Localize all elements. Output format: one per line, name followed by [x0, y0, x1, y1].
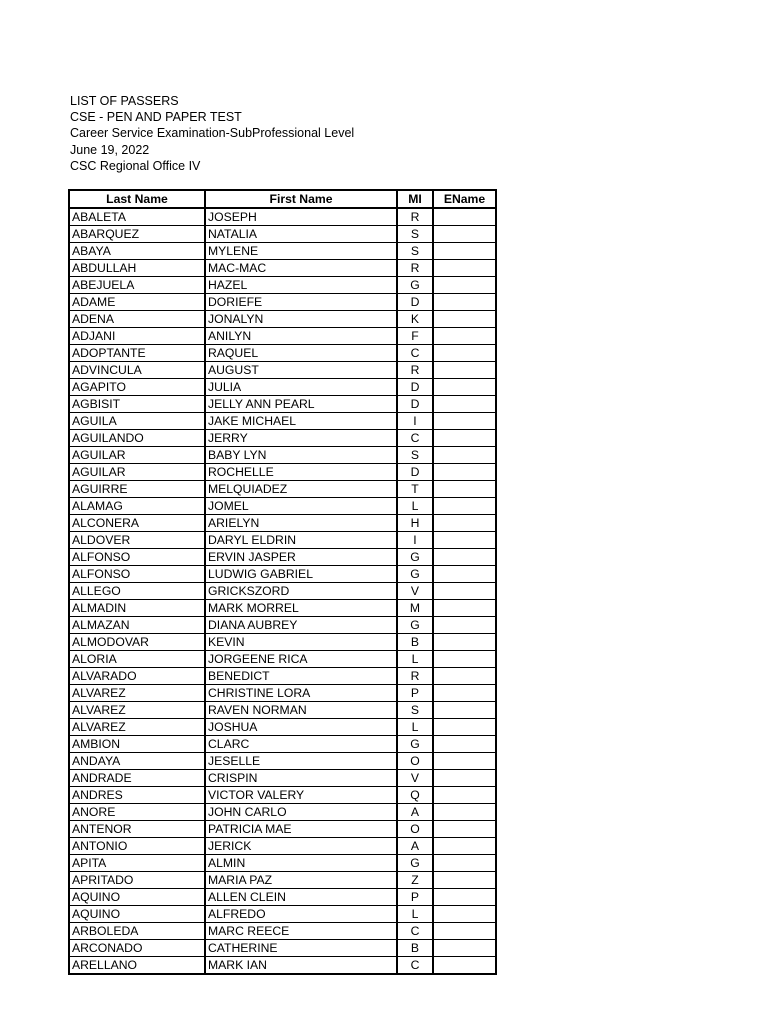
- table-row: [69, 515, 496, 532]
- table-row: [69, 770, 496, 787]
- mi-cell: G: [397, 549, 433, 566]
- mi-cell: V: [397, 583, 433, 600]
- mi-cell: V: [397, 770, 433, 787]
- mi-cell: A: [397, 804, 433, 821]
- ename-cell: [433, 566, 496, 583]
- table-row: [69, 396, 496, 413]
- ename-cell: [433, 889, 496, 906]
- table-row: [69, 379, 496, 396]
- last-name-cell: AGUILAR: [69, 447, 205, 464]
- ename-cell: [433, 787, 496, 804]
- ename-cell: [433, 208, 496, 226]
- mi-cell: S: [397, 226, 433, 243]
- last-name-cell: ANORE: [69, 804, 205, 821]
- table-row: [69, 736, 496, 753]
- table-row: [69, 804, 496, 821]
- mi-cell: Q: [397, 787, 433, 804]
- table-row: [69, 617, 496, 634]
- mi-cell: B: [397, 940, 433, 957]
- first-name-cell: CATHERINE: [205, 940, 397, 957]
- first-name-cell: GRICKSZORD: [205, 583, 397, 600]
- first-name-cell: LUDWIG GABRIEL: [205, 566, 397, 583]
- mi-cell: H: [397, 515, 433, 532]
- ename-cell: [433, 821, 496, 838]
- ename-cell: [433, 498, 496, 515]
- mi-cell: D: [397, 396, 433, 413]
- first-name-cell: MARIA PAZ: [205, 872, 397, 889]
- last-name-cell: ANDAYA: [69, 753, 205, 770]
- first-name-cell: ALLEN CLEIN: [205, 889, 397, 906]
- ename-cell: [433, 396, 496, 413]
- header-regional-office: CSC Regional Office IV: [70, 158, 201, 173]
- mi-cell: R: [397, 668, 433, 685]
- table-row: [69, 719, 496, 736]
- table-row: [69, 583, 496, 600]
- last-name-cell: ABARQUEZ: [69, 226, 205, 243]
- last-name-cell: ALFONSO: [69, 549, 205, 566]
- ename-cell: [433, 753, 496, 770]
- table-row: [69, 600, 496, 617]
- ename-cell: [433, 294, 496, 311]
- first-name-cell: BENEDICT: [205, 668, 397, 685]
- first-name-cell: ANILYN: [205, 328, 397, 345]
- table-row: [69, 702, 496, 719]
- last-name-cell: ARELLANO: [69, 957, 205, 975]
- table-row: [69, 345, 496, 362]
- mi-cell: G: [397, 855, 433, 872]
- ename-cell: [433, 634, 496, 651]
- last-name-cell: APRITADO: [69, 872, 205, 889]
- table-row: [69, 413, 496, 430]
- ename-cell: [433, 583, 496, 600]
- first-name-cell: MELQUIADEZ: [205, 481, 397, 498]
- ename-cell: [433, 447, 496, 464]
- table-row: [69, 923, 496, 940]
- table-row: [69, 634, 496, 651]
- table-row: [69, 208, 496, 226]
- ename-cell: [433, 430, 496, 447]
- table-row: [69, 753, 496, 770]
- mi-cell: G: [397, 736, 433, 753]
- table-row: [69, 243, 496, 260]
- ename-cell: [433, 328, 496, 345]
- first-name-cell: MARK MORREL: [205, 600, 397, 617]
- first-name-cell: CHRISTINE LORA: [205, 685, 397, 702]
- first-name-cell: JAKE MICHAEL: [205, 413, 397, 430]
- table-row: [69, 566, 496, 583]
- ename-cell: [433, 362, 496, 379]
- ename-cell: [433, 481, 496, 498]
- header-exam-date: June 19, 2022: [70, 142, 150, 157]
- first-name-cell: RAVEN NORMAN: [205, 702, 397, 719]
- table-row: [69, 311, 496, 328]
- first-name-cell: ALMIN: [205, 855, 397, 872]
- table-row: [69, 362, 496, 379]
- ename-cell: [433, 600, 496, 617]
- last-name-cell: ALMODOVAR: [69, 634, 205, 651]
- first-name-cell: NATALIA: [205, 226, 397, 243]
- last-name-cell: AQUINO: [69, 889, 205, 906]
- ename-cell: [433, 345, 496, 362]
- ename-cell: [433, 260, 496, 277]
- header-title: LIST OF PASSERS: [70, 94, 179, 108]
- last-name-cell: AGUILA: [69, 413, 205, 430]
- table-row: [69, 549, 496, 566]
- ename-cell: [433, 651, 496, 668]
- mi-cell: F: [397, 328, 433, 345]
- last-name-cell: AGUIRRE: [69, 481, 205, 498]
- header-exam-level: Career Service Examination-SubProfessional Level: [70, 126, 355, 141]
- last-name-cell: ANDRADE: [69, 770, 205, 787]
- table-row: [69, 855, 496, 872]
- last-name-cell: AGAPITO: [69, 379, 205, 396]
- header-test-type: CSE - PEN AND PAPER TEST: [70, 110, 242, 125]
- ename-cell: [433, 532, 496, 549]
- ename-cell: [433, 379, 496, 396]
- first-name-cell: HAZEL: [205, 277, 397, 294]
- ename-cell: [433, 736, 496, 753]
- last-name-cell: ADVINCULA: [69, 362, 205, 379]
- table-row: [69, 668, 496, 685]
- first-name-cell: ROCHELLE: [205, 464, 397, 481]
- last-name-cell: ALVARADO: [69, 668, 205, 685]
- last-name-cell: ANTONIO: [69, 838, 205, 855]
- last-name-cell: ADJANI: [69, 328, 205, 345]
- ename-cell: [433, 940, 496, 957]
- table-row: [69, 872, 496, 889]
- last-name-cell: ALCONERA: [69, 515, 205, 532]
- mi-cell: L: [397, 719, 433, 736]
- ename-cell: [433, 770, 496, 787]
- table-row: [69, 328, 496, 345]
- mi-cell: S: [397, 447, 433, 464]
- first-name-cell: DORIEFE: [205, 294, 397, 311]
- mi-cell: S: [397, 243, 433, 260]
- mi-cell: L: [397, 906, 433, 923]
- first-name-cell: RAQUEL: [205, 345, 397, 362]
- mi-cell: R: [397, 208, 433, 226]
- mi-cell: P: [397, 889, 433, 906]
- table-header-row: [69, 190, 496, 208]
- table-row: [69, 226, 496, 243]
- mi-cell: C: [397, 957, 433, 975]
- mi-cell: C: [397, 923, 433, 940]
- first-name-cell: JELLY ANN PEARL: [205, 396, 397, 413]
- ename-cell: [433, 311, 496, 328]
- first-name-cell: ALFREDO: [205, 906, 397, 923]
- ename-cell: [433, 872, 496, 889]
- last-name-cell: ABALETA: [69, 208, 205, 226]
- ename-cell: [433, 226, 496, 243]
- mi-cell: D: [397, 379, 433, 396]
- table-row: [69, 889, 496, 906]
- last-name-cell: ALFONSO: [69, 566, 205, 583]
- first-name-cell: VICTOR VALERY: [205, 787, 397, 804]
- table-row: [69, 294, 496, 311]
- last-name-cell: AGUILAR: [69, 464, 205, 481]
- last-name-cell: ALORIA: [69, 651, 205, 668]
- last-name-cell: ALLEGO: [69, 583, 205, 600]
- first-name-cell: PATRICIA MAE: [205, 821, 397, 838]
- table-row: [69, 498, 496, 515]
- mi-cell: B: [397, 634, 433, 651]
- first-name-cell: JOHN CARLO: [205, 804, 397, 821]
- table-row: [69, 447, 496, 464]
- table-row: [69, 685, 496, 702]
- first-name-cell: BABY LYN: [205, 447, 397, 464]
- last-name-cell: ALAMAG: [69, 498, 205, 515]
- first-name-cell: CRISPIN: [205, 770, 397, 787]
- column-header-last-name: Last Name: [69, 190, 205, 208]
- ename-cell: [433, 243, 496, 260]
- last-name-cell: ABEJUELA: [69, 277, 205, 294]
- mi-cell: M: [397, 600, 433, 617]
- mi-cell: O: [397, 821, 433, 838]
- first-name-cell: MARC REECE: [205, 923, 397, 940]
- mi-cell: O: [397, 753, 433, 770]
- last-name-cell: AGUILANDO: [69, 430, 205, 447]
- first-name-cell: JERICK: [205, 838, 397, 855]
- last-name-cell: AGBISIT: [69, 396, 205, 413]
- ename-cell: [433, 464, 496, 481]
- last-name-cell: ALVAREZ: [69, 702, 205, 719]
- mi-cell: P: [397, 685, 433, 702]
- mi-cell: A: [397, 838, 433, 855]
- mi-cell: I: [397, 413, 433, 430]
- last-name-cell: ALVAREZ: [69, 719, 205, 736]
- table-row: [69, 260, 496, 277]
- mi-cell: I: [397, 532, 433, 549]
- ename-cell: [433, 804, 496, 821]
- first-name-cell: DARYL ELDRIN: [205, 532, 397, 549]
- last-name-cell: ABAYA: [69, 243, 205, 260]
- first-name-cell: JERRY: [205, 430, 397, 447]
- ename-cell: [433, 277, 496, 294]
- mi-cell: D: [397, 294, 433, 311]
- last-name-cell: ARBOLEDA: [69, 923, 205, 940]
- table-row: [69, 464, 496, 481]
- ename-cell: [433, 515, 496, 532]
- mi-cell: S: [397, 702, 433, 719]
- mi-cell: G: [397, 617, 433, 634]
- ename-cell: [433, 685, 496, 702]
- mi-cell: L: [397, 651, 433, 668]
- last-name-cell: ALMAZAN: [69, 617, 205, 634]
- last-name-cell: ANTENOR: [69, 821, 205, 838]
- first-name-cell: MARK IAN: [205, 957, 397, 975]
- column-header-first-name: First Name: [205, 190, 397, 208]
- last-name-cell: AMBION: [69, 736, 205, 753]
- first-name-cell: JOMEL: [205, 498, 397, 515]
- mi-cell: R: [397, 260, 433, 277]
- passers-table: [68, 189, 497, 975]
- mi-cell: G: [397, 566, 433, 583]
- mi-cell: G: [397, 277, 433, 294]
- ename-cell: [433, 719, 496, 736]
- ename-cell: [433, 957, 496, 975]
- last-name-cell: ARCONADO: [69, 940, 205, 957]
- ename-cell: [433, 549, 496, 566]
- mi-cell: K: [397, 311, 433, 328]
- ename-cell: [433, 702, 496, 719]
- first-name-cell: CLARC: [205, 736, 397, 753]
- table-row: [69, 906, 496, 923]
- mi-cell: C: [397, 430, 433, 447]
- last-name-cell: ADAME: [69, 294, 205, 311]
- ename-cell: [433, 668, 496, 685]
- column-header-ename: EName: [433, 190, 496, 208]
- table-row: [69, 821, 496, 838]
- table-row: [69, 651, 496, 668]
- first-name-cell: MAC-MAC: [205, 260, 397, 277]
- mi-cell: T: [397, 481, 433, 498]
- mi-cell: Z: [397, 872, 433, 889]
- last-name-cell: ALVAREZ: [69, 685, 205, 702]
- last-name-cell: ALDOVER: [69, 532, 205, 549]
- last-name-cell: ADOPTANTE: [69, 345, 205, 362]
- first-name-cell: JOSEPH: [205, 208, 397, 226]
- first-name-cell: JOSHUA: [205, 719, 397, 736]
- first-name-cell: JESELLE: [205, 753, 397, 770]
- last-name-cell: AQUINO: [69, 906, 205, 923]
- document-header: [70, 93, 354, 174]
- first-name-cell: ERVIN JASPER: [205, 549, 397, 566]
- last-name-cell: ALMADIN: [69, 600, 205, 617]
- first-name-cell: JONALYN: [205, 311, 397, 328]
- table-row: [69, 277, 496, 294]
- mi-cell: D: [397, 464, 433, 481]
- last-name-cell: ANDRES: [69, 787, 205, 804]
- table-row: [69, 787, 496, 804]
- ename-cell: [433, 838, 496, 855]
- ename-cell: [433, 413, 496, 430]
- table-row: [69, 940, 496, 957]
- first-name-cell: MYLENE: [205, 243, 397, 260]
- ename-cell: [433, 923, 496, 940]
- first-name-cell: KEVIN: [205, 634, 397, 651]
- ename-cell: [433, 855, 496, 872]
- first-name-cell: JULIA: [205, 379, 397, 396]
- ename-cell: [433, 617, 496, 634]
- last-name-cell: ADENA: [69, 311, 205, 328]
- first-name-cell: JORGEENE RICA: [205, 651, 397, 668]
- mi-cell: L: [397, 498, 433, 515]
- table-row: [69, 957, 496, 975]
- table-row: [69, 430, 496, 447]
- table-row: [69, 838, 496, 855]
- first-name-cell: ARIELYN: [205, 515, 397, 532]
- first-name-cell: DIANA AUBREY: [205, 617, 397, 634]
- passers-table-body: [69, 208, 496, 974]
- mi-cell: R: [397, 362, 433, 379]
- last-name-cell: ABDULLAH: [69, 260, 205, 277]
- first-name-cell: AUGUST: [205, 362, 397, 379]
- column-header-mi: MI: [397, 190, 433, 208]
- ename-cell: [433, 906, 496, 923]
- table-row: [69, 481, 496, 498]
- table-row: [69, 532, 496, 549]
- mi-cell: C: [397, 345, 433, 362]
- last-name-cell: APITA: [69, 855, 205, 872]
